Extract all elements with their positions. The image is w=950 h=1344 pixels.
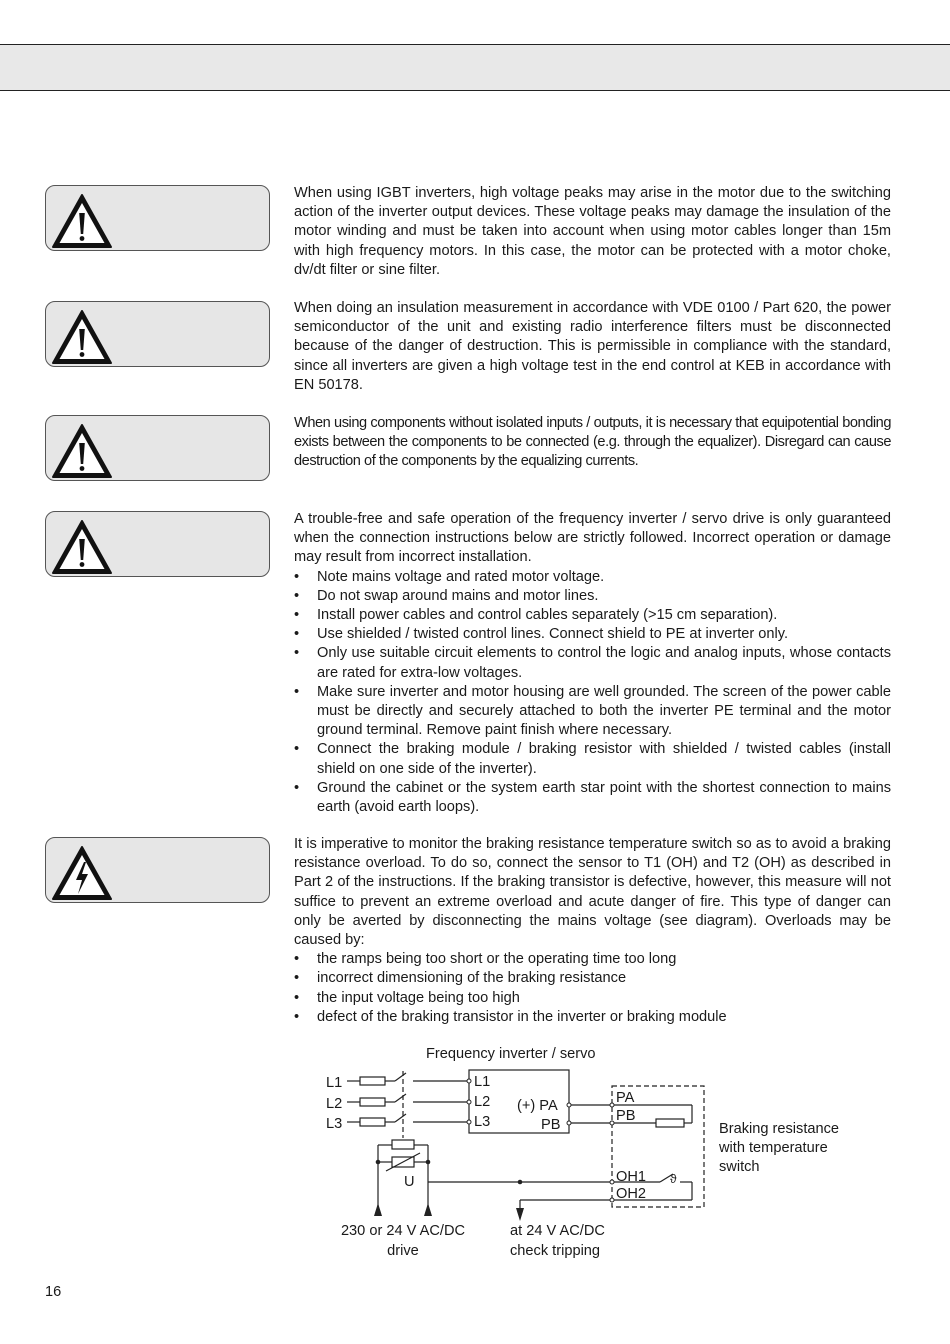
resistor-caption-line: switch — [719, 1159, 760, 1175]
list-item: • the input voltage being too high — [294, 989, 891, 1008]
section-2-text: When doing an insulation measurement in accordance with VDE 0100 / Part 620, the power semiconductor of the unit and existing radio interference filters must be disconnected because of the danger of destruction. This is permissible in compliance with the standard, since all inverters are given a high voltage test in the end control at KEB in accordance with EN 50178. — [294, 300, 891, 393]
list-item: • Do not swap around mains and motor lines. — [294, 587, 891, 606]
resistor-terminal-oh1: OH1 — [616, 1169, 647, 1185]
resistor-terminal-oh2: OH2 — [616, 1186, 647, 1202]
list-item: • Use shielded / twisted control lines. Connect shield to PE at inverter only. — [294, 625, 891, 644]
section-4-text: A trouble-free and safe operation of the frequency inverter / servo drive is only guaranteed when the connection instructions below are strictly followed. Incorrect operation or damage may result from incorrect installation. — [294, 511, 891, 566]
mains-label-l2: L2 — [326, 1096, 343, 1112]
resistor-caption-line: with temperature — [719, 1140, 828, 1156]
list-item: • Make sure inverter and motor housing are well grounded. The screen of the power cable must be directly and securely attached to both the inverter PE terminal and the motor ground terminal. Remove paint finish where necessary. — [294, 683, 891, 741]
mains-label-l3: L3 — [326, 1116, 343, 1132]
thermo-switch-symbol: ϑ — [670, 1172, 677, 1186]
section-3-text: When using components without isolated inputs / outputs, it is necessary that equipotential bonding exists between the components to be connected (e.g. through the equalizer). Disregard can cause destruction of the components by the equalizing currents. — [294, 415, 891, 470]
resistor-terminal-pa: PA — [616, 1090, 635, 1106]
section-5-text: It is imperative to monitor the braking resistance temperature switch so as to avoid a braking resistance overload. To do so, connect the sensor to T1 (OH) and T2 (OH) as described in Part 2 of the instructions. If the braking transistor is defective, however, this measure will not suffice to prevent an extreme overload and acute danger of fire. This type of danger can only be averted by disconnecting the mains voltage (see diagram). Overloads may be caused by: — [294, 836, 891, 949]
check-caption-line: at 24 V AC/DC — [510, 1223, 605, 1239]
diagram-title: Frequency inverter / servo — [426, 1046, 596, 1062]
page-number: 16 — [45, 1284, 62, 1300]
check-caption-line: check tripping — [510, 1243, 601, 1259]
pa-label: (+) PA — [517, 1098, 558, 1114]
pb-label: PB — [541, 1117, 561, 1133]
list-item: • defect of the braking transistor in the inverter or braking module — [294, 1008, 891, 1027]
mains-label-l1: L1 — [326, 1075, 343, 1091]
list-item: • incorrect dimensioning of the braking resistance — [294, 969, 891, 988]
relay-label: U — [404, 1174, 415, 1190]
supply-caption-line: 230 or 24 V AC/DC — [340, 1223, 466, 1239]
inverter-terminal-l2: L2 — [474, 1094, 491, 1110]
list-item: • Only use suitable circuit elements to control the logic and analog inputs, whose contacts are rated for extra-low voltages. — [294, 644, 891, 682]
list-item: • the ramps being too short or the operating time too long — [294, 950, 891, 969]
list-item: • Note mains voltage and rated motor voltage. — [294, 568, 891, 587]
inverter-terminal-l1: L1 — [474, 1074, 491, 1090]
list-item: • Ground the cabinet or the system earth star point with the shortest connection to mains earth (avoid earth loops). — [294, 779, 891, 817]
supply-caption-line: drive — [387, 1243, 419, 1259]
list-item: • Install power cables and control cables separately (>15 cm separation). — [294, 606, 891, 625]
list-item: • Connect the braking module / braking resistor with shielded / twisted cables (install shield on one side of the inverter). — [294, 740, 891, 778]
section-1-text: When using IGBT inverters, high voltage peaks may arise in the motor due to the switching action of the inverter output devices. These voltage peaks may damage the insulation of the motor winding and must be taken into account when using motor cables longer than 15m with high frequency motors. In this case, the motor can be protected with a motor choke, dv/dt filter or sine filter. — [294, 185, 891, 278]
resistor-caption-line: Braking resistance — [719, 1121, 840, 1137]
resistor-terminal-pb: PB — [616, 1108, 636, 1124]
inverter-terminal-l3: L3 — [474, 1114, 491, 1130]
